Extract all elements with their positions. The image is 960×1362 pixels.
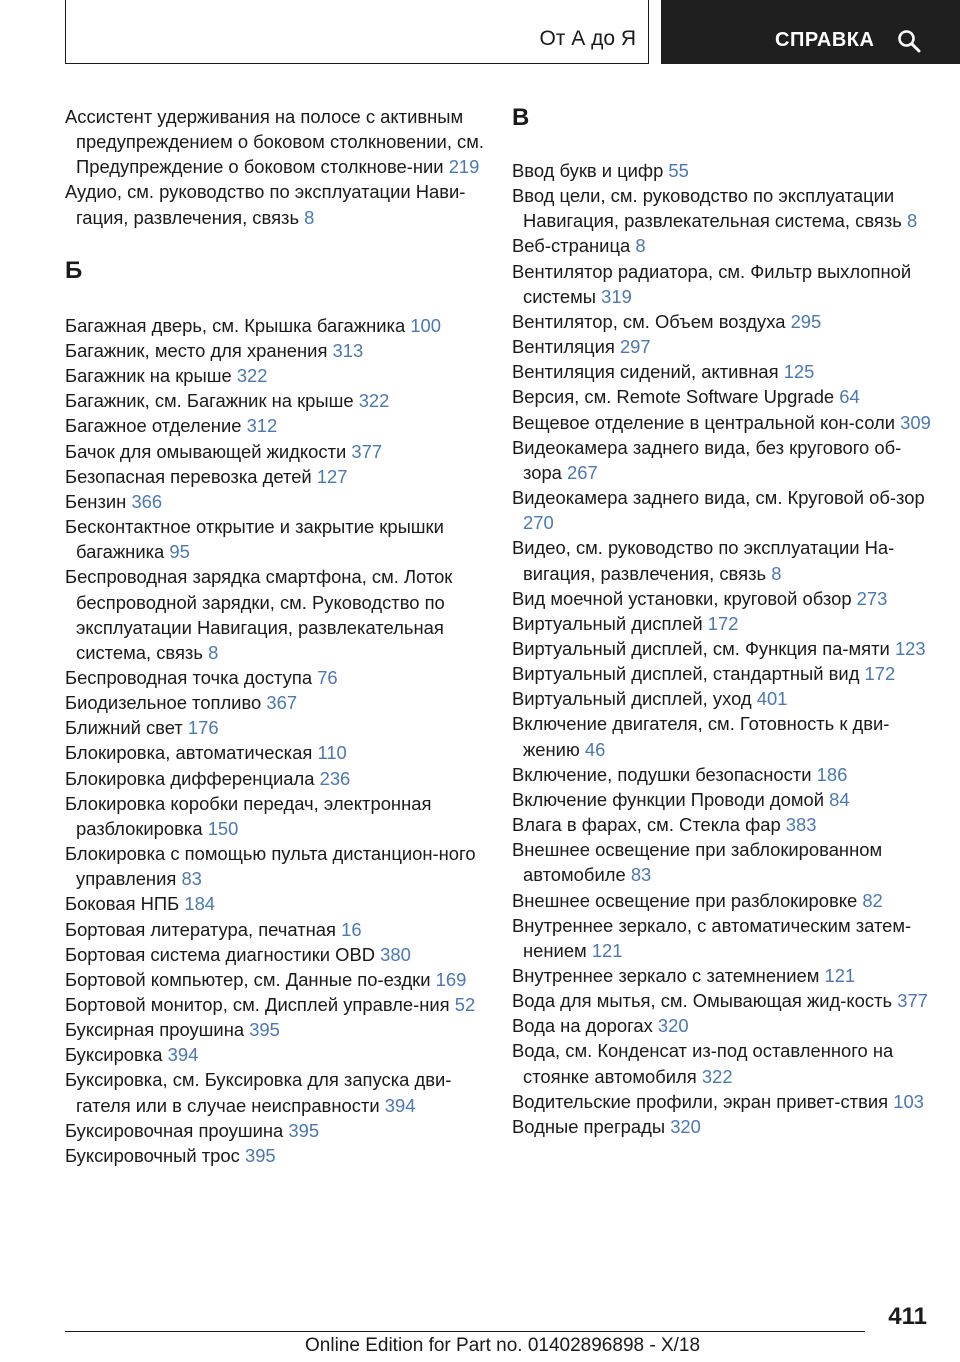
index-entry-text: Водительские профили, экран привет-ствия (512, 1090, 889, 1112)
page-link[interactable]: 184 (184, 893, 216, 915)
index-entry (65, 917, 485, 942)
page-link[interactable]: 55 (668, 160, 689, 181)
index-entry-text: Аудио, см. руководство по эксплуатации Нави-гация, развлечения, связь (65, 181, 466, 228)
index-entry-text: Блокировка с помощью пульта дистанцион-ного управления (65, 843, 476, 890)
index-entry (512, 309, 932, 334)
index-entry-text: Виртуальный дисплей, см. Функция па-мяти (512, 637, 890, 659)
index-entry (65, 464, 485, 489)
index-entry-text: Беспроводная точка доступа (65, 666, 313, 688)
page-link[interactable]: 121 (824, 965, 856, 986)
index-entry-text: Виртуальный дисплей, стандартный вид (512, 663, 860, 685)
page-link[interactable]: 270 (523, 512, 554, 534)
index-entry (65, 313, 485, 338)
page-link[interactable]: 172 (864, 663, 896, 685)
tab-a-to-z[interactable] (65, 0, 649, 64)
index-entry (512, 1089, 932, 1114)
page-link[interactable]: 123 (894, 637, 926, 659)
index-entry-text: Багажник, место для хранения (65, 339, 328, 361)
index-entry (512, 485, 932, 535)
index-entry (512, 384, 932, 409)
index-entry-text: Влага в фарах, см. Стекла фар (512, 814, 781, 836)
index-entry-text: Включение, подушки безопасности (512, 763, 812, 785)
index-entry (65, 1143, 485, 1168)
index-entry-text: Буксировочная проушина (65, 1119, 284, 1141)
index-entry-text: Ввод цели, см. руководство по эксплуатации Навигация, развлекательная система, связь (512, 185, 902, 232)
index-entry-text: Внутреннее зеркало с затемнением (512, 965, 820, 986)
index-entry (65, 791, 485, 841)
index-entry (65, 992, 485, 1017)
index-entry (65, 564, 485, 665)
index-entry (512, 233, 932, 258)
index-entry (65, 338, 485, 363)
index-entry (512, 359, 932, 384)
page-link[interactable]: 320 (657, 1015, 689, 1037)
index-entry-text: Биодизельное топливо (65, 692, 262, 714)
page-link[interactable]: 8 (304, 206, 315, 228)
index-entry (65, 388, 485, 413)
index-entry (512, 661, 932, 686)
page-link[interactable]: 110 (317, 742, 347, 764)
index-entry-text: Ввод букв и цифр (512, 160, 664, 181)
page-link[interactable]: 295 (790, 310, 822, 332)
index-entry (512, 711, 932, 761)
index-letter-heading: Б (65, 256, 83, 284)
index-entry-text: Блокировка, автоматическая (65, 742, 313, 764)
page-link[interactable]: 64 (839, 386, 860, 408)
index-entry (65, 363, 485, 388)
index-entry-text: Внутреннее зеркало, с автоматическим затем-нением (512, 914, 912, 961)
index-entry (512, 586, 932, 611)
index-entry-text: Ассистент удерживания на полосе с активным предупреждением о боковом столкновении, см. Предупреждение о боковом столкнове-нии (65, 106, 484, 178)
index-entry (512, 812, 932, 837)
index-entry (512, 988, 932, 1013)
tab-help[interactable] (661, 0, 960, 64)
page-link[interactable]: 380 (380, 943, 411, 965)
page-link[interactable]: 83 (181, 868, 202, 890)
page-link[interactable]: 121 (591, 939, 623, 961)
index-entry (65, 766, 485, 791)
index-entry (512, 762, 932, 787)
page-link[interactable]: 395 (288, 1119, 320, 1141)
page-link[interactable]: 319 (601, 285, 632, 307)
index-entry-text: Версия, см. Remote Software Upgrade (512, 386, 835, 408)
index-entry-text: Вода для мытья, см. Омывающая жид-кость (512, 990, 893, 1012)
index-entry-text: Видеокамера заднего вида, см. Круговой об-зор (512, 487, 925, 509)
index-entry (65, 942, 485, 967)
index-entry (512, 535, 932, 585)
page-link[interactable]: 95 (169, 541, 190, 563)
index-entry (512, 963, 932, 988)
page-link[interactable]: 377 (351, 440, 383, 462)
page-link[interactable]: 125 (783, 361, 815, 383)
index-entry (512, 611, 932, 636)
index-entry-text: Беспроводная зарядка смартфона, см. Лоток беспроводной зарядки, см. Руководство по эксплуатации Навигация, развлекательная система, связь (65, 566, 453, 663)
page-link[interactable]: 273 (856, 587, 888, 609)
page-link[interactable]: 395 (249, 1019, 280, 1041)
index-entry-text: Бортовой монитор, см. Дисплей управле-ния (65, 994, 450, 1015)
page-link[interactable]: 186 (816, 763, 848, 785)
page-link[interactable]: 84 (829, 788, 850, 810)
index-entry (512, 435, 932, 485)
index-entry-text: Веб-страница (512, 235, 631, 257)
page-link[interactable]: 394 (384, 1094, 416, 1116)
page-link[interactable]: 401 (756, 688, 788, 710)
page-link[interactable]: 82 (862, 889, 883, 911)
page-link[interactable]: 395 (244, 1144, 276, 1166)
index-entry (512, 259, 932, 309)
index-entry-text: Ближний свет (65, 717, 183, 739)
index-entry (65, 179, 485, 229)
index-entry-text: Безопасная перевозка детей (65, 465, 312, 487)
page-link[interactable]: 83 (630, 864, 652, 886)
index-entry (65, 104, 485, 179)
page-link[interactable]: 8 (906, 210, 918, 232)
page-link[interactable]: 313 (332, 339, 364, 361)
index-entry-text: Боковая НПБ (65, 893, 180, 915)
page-link[interactable]: 150 (207, 817, 239, 839)
page-link[interactable]: 76 (317, 666, 338, 688)
index-entry (65, 891, 485, 916)
page-link[interactable]: 8 (771, 562, 782, 584)
index-entry-text: Внешнее освещение при заблокированном автомобиле (512, 839, 883, 886)
index-entry (512, 837, 932, 887)
search-icon (897, 29, 921, 53)
index-entry (65, 715, 485, 740)
footer-divider (65, 1331, 865, 1332)
index-entry-text: Вещевое отделение в центральной кон-соли (512, 411, 896, 433)
index-entry-text: Буксирная проушина (65, 1019, 245, 1041)
index-entry (512, 913, 932, 963)
index-entry (65, 967, 485, 992)
page-link[interactable]: 16 (341, 918, 362, 940)
index-entry-text: Виртуальный дисплей, уход (512, 688, 752, 710)
index-entry (512, 1114, 932, 1139)
page-link[interactable]: 377 (897, 990, 928, 1012)
index-entry (512, 686, 932, 711)
page-link[interactable]: 320 (670, 1115, 701, 1137)
index-entry-text: Вентилятор радиатора, см. Фильтр выхлопной системы (512, 260, 912, 307)
index-entry-text: Буксировка (65, 1044, 163, 1066)
page-link[interactable]: 394 (167, 1044, 199, 1066)
index-entry-text: Вид моечной установки, круговой обзор (512, 587, 852, 609)
index-entry-text: Видео, см. руководство по эксплуатации На-вигация, развлечения, связь (512, 537, 895, 584)
index-entry-text: Буксировка, см. Буксировка для запуска дви-гателя или в случае неисправности (65, 1069, 452, 1116)
index-entry (512, 334, 932, 359)
index-entry-text: Бензин (65, 490, 127, 512)
index-entry-text: Бортовой компьютер, см. Данные по-ездки (65, 968, 431, 990)
page-link[interactable]: 322 (701, 1065, 733, 1087)
page-link[interactable]: 8 (208, 641, 219, 663)
page-link[interactable]: 46 (584, 738, 606, 760)
index-entry-text: Бортовая система диагностики OBD (65, 943, 376, 965)
index-entry (512, 636, 932, 661)
index-entry (65, 1118, 485, 1143)
index-entry-text: Бачок для омывающей жидкости (65, 440, 347, 462)
page-link[interactable]: 219 (448, 156, 480, 178)
page-link[interactable]: 312 (246, 415, 278, 437)
page-link[interactable]: 176 (187, 717, 219, 739)
index-letter-heading: В (512, 104, 530, 131)
index-entry (65, 1067, 485, 1117)
index-entry-text: Багажник, см. Багажник на крыше (65, 390, 354, 412)
index-entry-text: Блокировка коробки передач, электронная разблокировка (65, 792, 432, 839)
index-entry-text: Багажная дверь, см. Крышка багажника (65, 314, 406, 336)
index-entry (65, 413, 485, 438)
index-entry (65, 740, 485, 765)
index-entry-text: Вода, см. Конденсат из-под оставленного на стоянке автомобиля (512, 1040, 894, 1087)
index-entry (65, 690, 485, 715)
page-link[interactable]: 383 (785, 814, 817, 836)
page-link[interactable]: 100 (410, 314, 441, 336)
index-entry (512, 1038, 932, 1088)
page-link[interactable]: 8 (635, 235, 646, 257)
page-link[interactable]: 236 (319, 767, 351, 789)
tab-help-label: СПРАВКА (775, 29, 875, 51)
index-entry (512, 888, 932, 913)
index-entry-text: Бортовая литература, печатная (65, 918, 336, 940)
index-entry (65, 514, 485, 564)
index-entry (65, 1042, 485, 1067)
index-entry-text: Виртуальный дисплей (512, 612, 703, 634)
page-link[interactable]: 367 (266, 692, 298, 714)
index-entry-text: Вода на дорогах (512, 1015, 653, 1037)
page-link[interactable]: 366 (131, 490, 163, 512)
index-entry-text: Водные преграды (512, 1115, 666, 1137)
index-entry-text: Внешнее освещение при разблокировке (512, 889, 858, 911)
index-entry-text: Багажник на крыше (65, 365, 232, 387)
index-entry (65, 841, 485, 891)
index-entry-text: Включение функции Проводи домой (512, 788, 825, 810)
page-link[interactable]: 267 (567, 461, 598, 483)
index-entry (512, 158, 932, 183)
index-entry (65, 1017, 485, 1042)
index-entry (512, 1013, 932, 1038)
index-entry-text: Вентиляция сидений, активная (512, 361, 779, 383)
index-entry-text: Видеокамера заднего вида, без кругового об-зора (512, 436, 902, 483)
tab-a-to-z-label: От А до Я (539, 27, 636, 50)
index-entry-text: Буксировочный трос (65, 1144, 240, 1166)
index-entry-text: Вентилятор, см. Объем воздуха (512, 310, 786, 332)
page-link[interactable]: 322 (358, 390, 390, 412)
footer-edition: Online Edition for Part no. 01402896898 - X/18 (305, 1335, 701, 1356)
index-entry (512, 183, 932, 233)
index-entry (65, 489, 485, 514)
index-column-left (65, 104, 485, 1168)
page-link[interactable]: 127 (316, 465, 348, 487)
index-entry-text: Включение двигателя, см. Готовность к дви-жению (512, 713, 890, 760)
index-entry-text: Багажное отделение (65, 415, 242, 437)
index-entry-text: Блокировка дифференциала (65, 767, 315, 789)
index-entry (512, 787, 932, 812)
index-entry (65, 439, 485, 464)
index-entry-text: Бесконтактное открытие и закрытие крышки багажника (65, 516, 444, 563)
page-link[interactable]: 103 (893, 1090, 924, 1112)
index-entry-text: Вентиляция (512, 336, 615, 358)
index-entry (512, 410, 932, 435)
page-link[interactable]: 172 (707, 612, 739, 634)
index-column-right (512, 104, 932, 1139)
page-number: 411 (888, 1303, 927, 1330)
page-link[interactable]: 52 (454, 994, 476, 1015)
page-link[interactable]: 297 (619, 336, 651, 358)
page-link[interactable]: 322 (236, 365, 268, 387)
page-link[interactable]: 169 (435, 968, 467, 990)
index-entry (65, 665, 485, 690)
page-link[interactable]: 309 (900, 411, 931, 433)
